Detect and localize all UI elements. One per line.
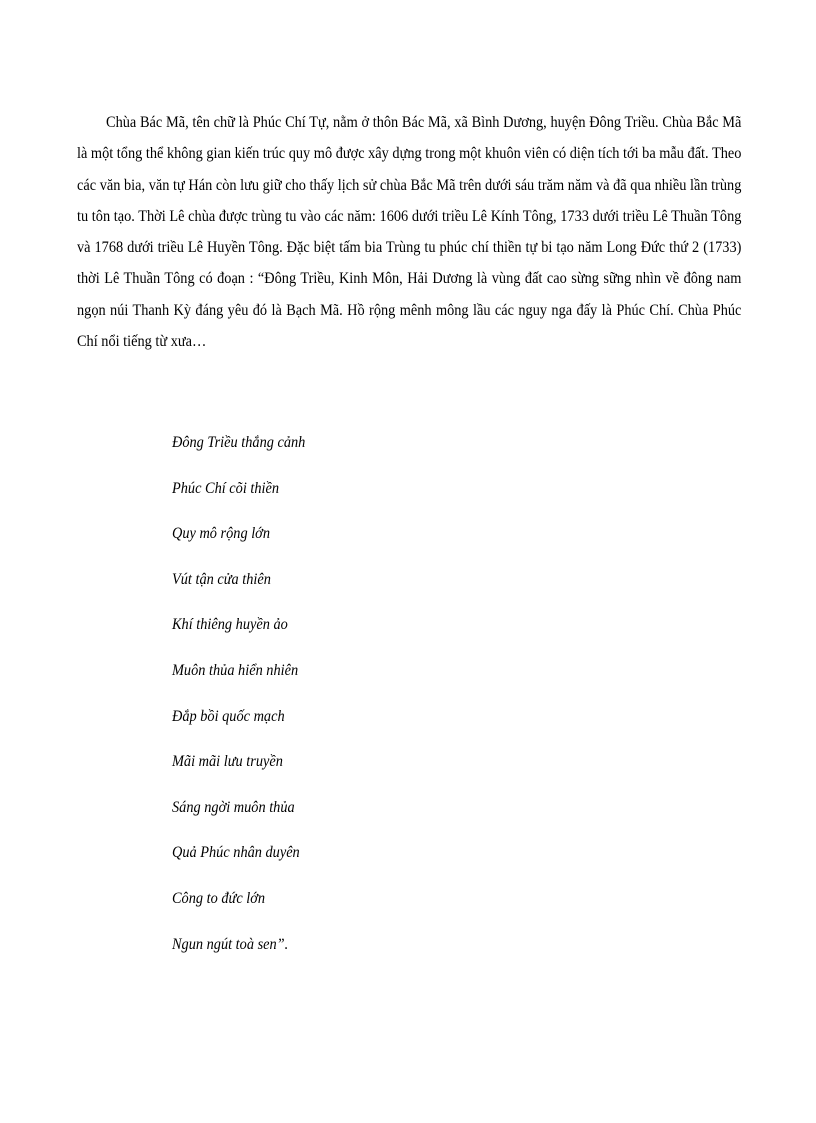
poem-verse: [172, 426, 324, 973]
poem-line: Muôn thủa hiển nhiên: [172, 659, 299, 679]
poem-line: Đông Triều thắng cảnh: [172, 432, 306, 451]
poem-line: Khí thiêng huyền ảo: [172, 614, 288, 634]
poem-line: Mãi mãi lưu truyền: [172, 751, 283, 771]
poem-line: Sáng ngời muôn thủa: [172, 796, 295, 816]
poem-line: Vút tận cửa thiên: [172, 568, 271, 588]
poem-line: Đắp bồi quốc mạch: [172, 705, 285, 725]
poem-line: Quả Phúc nhân duyên: [172, 842, 300, 862]
poem-line: Ngun ngút toà sen”.: [172, 933, 289, 953]
body-paragraph: Chùa Bác Mã, tên chữ là Phúc Chí Tự, nằm ở thôn Bác Mã, xã Bình Dương, huyện Đông Triều. Chùa Bắc Mã là một tổng thể không gian kiến trúc quy mô được xây dựng trong một khuôn viên có diện tích tới ba mẫu đất. Theo các văn bia, văn tự Hán còn lưu giữ cho thấy lịch sử chùa Bắc Mã trên dưới sáu trăm năm và đã qua nhiều lần trùng tu tôn tạo. Thời Lê chùa được trùng tu vào các năm: 1606 dưới triều Lê Kính Tông, 1733 dưới triều Lê Thuần Tông và 1768 dưới triều Lê Huyền Tông. Đặc biệt tấm bia Trùng tu phúc chí thiền tự bi tạo năm Long Đức thứ 2 (1733) thời Lê Thuần Tông có đoạn : “Đông Triều, Kinh Môn, Hải Dương là vùng đất cao sừng sững nhìn về đông nam ngọn núi Thanh Kỳ đáng yêu đó là Bạch Mã. Hồ rộng mênh mông lầu các nguy nga đấy là Phúc Chí. Chùa Phúc Chí nổi tiếng từ xưa…: [77, 112, 742, 351]
poem-line: Phúc Chí cõi thiền: [172, 477, 280, 497]
poem-line: Quy mô rộng lớn: [172, 523, 270, 543]
poem-line: Công to đức lớn: [172, 887, 266, 907]
